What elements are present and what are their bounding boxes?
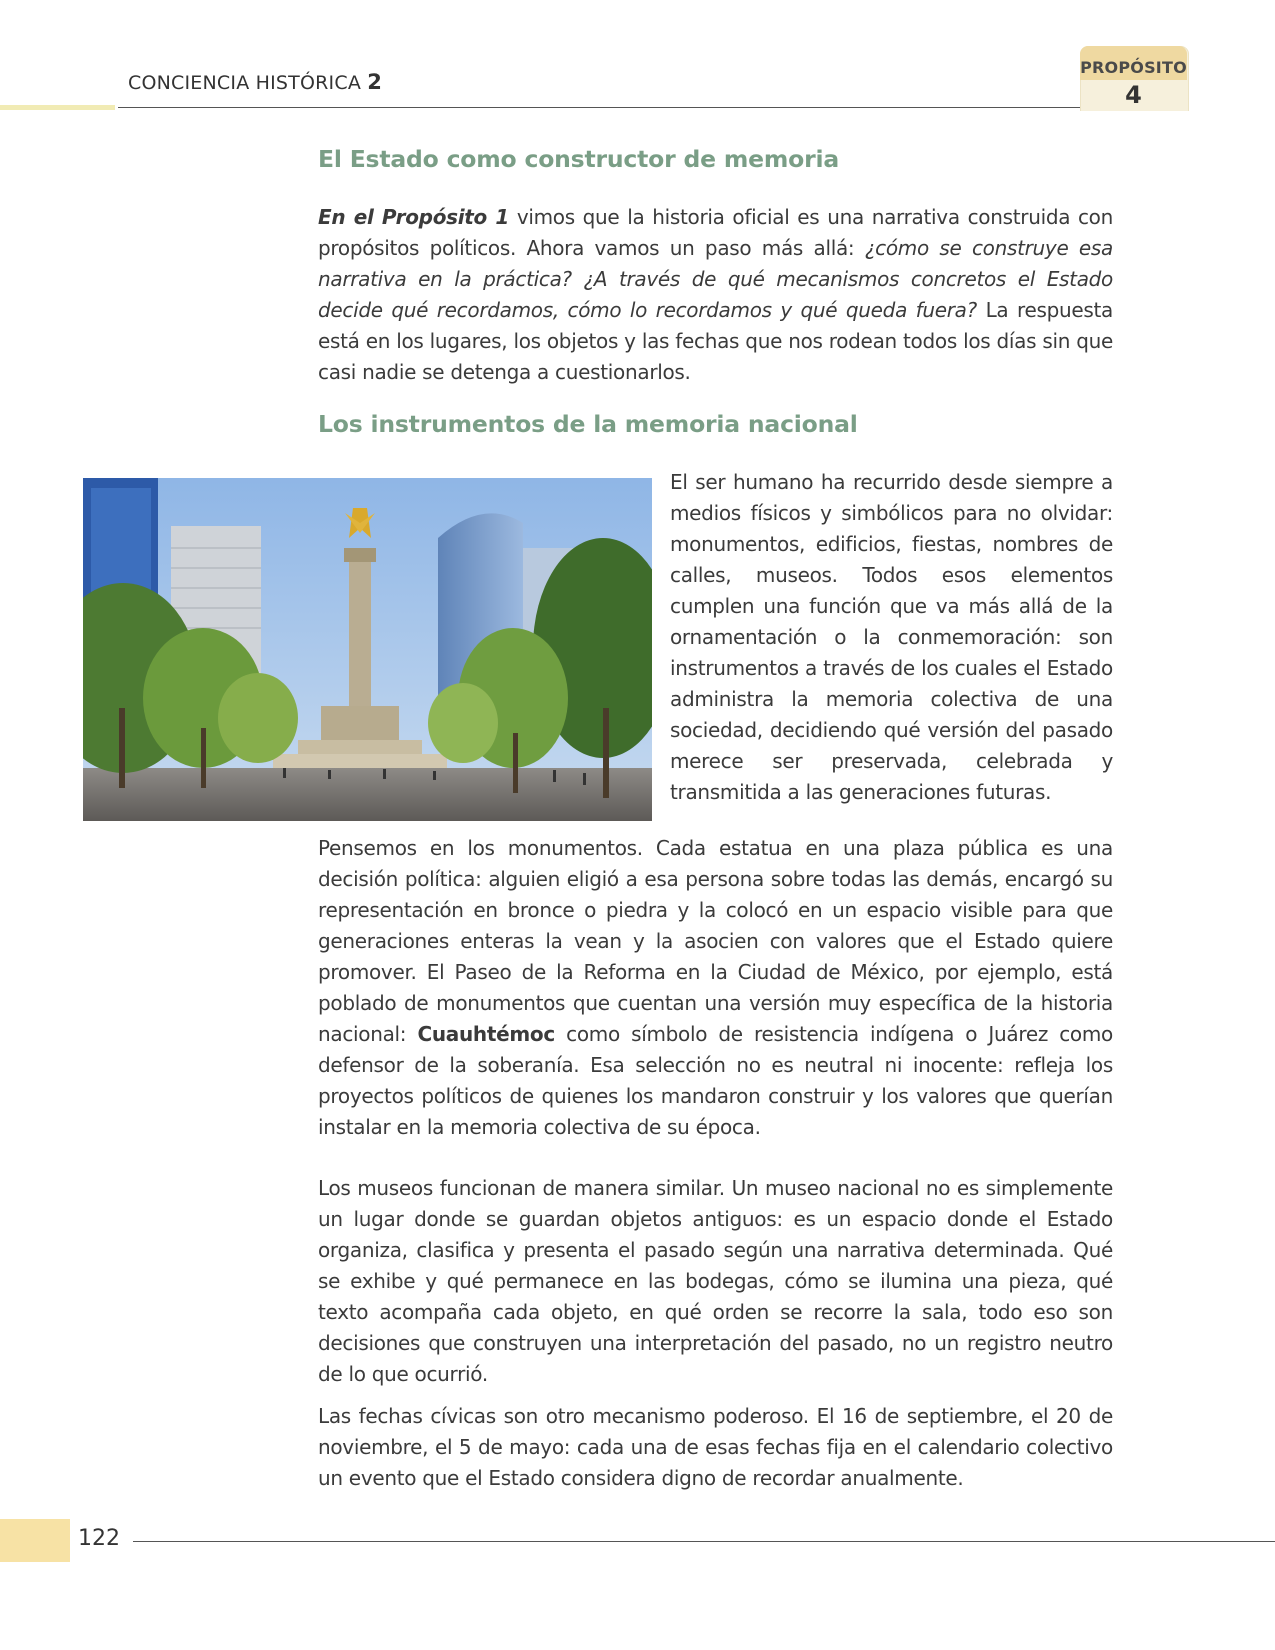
intro-questions: ¿cómo se construye esa narrativa en la práctica? ¿A través de qué mecanismos concretos el Estado decide qué recordamos, cómo lo recordamos y qué queda fuera?: [318, 236, 1114, 322]
monuments-text-a: Pensemos en los monumentos. Cada estatua en una plaza pública es una decisión política: alguien eligió a esa persona sobre todas las demás, encargó su representación en bronce o piedra y la colocó en un espacio visible para que generaciones enteras la vean y la asocien con valores que el Estado quiere promover. El Paseo de la Reforma en la Ciudad de México, por ejemplo, está poblado de monumentos que cuentan una versión muy específica de la historia nacional:: [318, 836, 1113, 1046]
angel-independencia-photo: [83, 478, 652, 821]
paragraph-instruments-intro: El ser humano ha recurrido desde siempre a medios físicos y simbólicos para no olvidar: monumentos, edificios, fiestas, nombres de calles, museos. Todos esos elementos cumplen una función que va más allá de la ornamentación o la conmemoración: son instrumentos a través de los cuales el Estado administra la memoria colectiva de una sociedad, decidiendo qué versión del pasado merece ser preservada, celebrada y transmitida a las generaciones futuras.: [670, 470, 1113, 804]
paragraph-intro: [318, 202, 1113, 388]
intro-text-b: La respuesta está en los lugares, los objetos y las fechas que nos rodean todos los días sin que casi nadie se detenga a cuestionarlos.: [318, 298, 1113, 384]
footer-accent-box: [0, 1519, 70, 1562]
header-rule: [118, 107, 1080, 108]
proposito-tab-label: PROPÓSITO: [1080, 58, 1187, 77]
header-accent-bar: [0, 105, 115, 110]
book-number: 2: [367, 70, 383, 94]
monuments-text-b: como símbolo de resistencia indígena o Juárez como defensor de la soberanía. Esa selección no es neutral ni inocente: refleja los proyectos políticos de quienes los mandaron construir y los valores que querían instalar en la memoria colectiva de su época.: [318, 1022, 1113, 1139]
paragraph-museums: Los museos funcionan de manera similar. Un museo nacional no es simplemente un lugar donde se guardan objetos antiguos: es un espacio donde el Estado organiza, clasifica y presenta el pasado según una narrativa determinada. Qué se exhibe y qué permanece en las bodegas, cómo se ilumina una pieza, qué texto acompaña cada objeto, en qué orden se recorre la sala, todo eso son decisiones que construyen una interpretación del pasado, no un registro neutro de lo que ocurrió.: [318, 1176, 1113, 1386]
section-heading-estado-memoria: El Estado como constructor de memoria: [318, 145, 839, 173]
lead-reference: En el Propósito 1: [318, 205, 510, 229]
paragraph-monuments: [318, 833, 1113, 1143]
cuauhtemoc-term: Cuauhtémoc: [417, 1022, 555, 1046]
page-number: 122: [78, 1526, 120, 1551]
proposito-tab-number: 4: [1125, 81, 1142, 109]
section-heading-instrumentos: Los instrumentos de la memoria nacional: [318, 410, 858, 438]
paragraph-civic-dates: Las fechas cívicas son otro mecanismo poderoso. El 16 de septiembre, el 20 de noviembre, el 5 de mayo: cada una de esas fechas fija en el calendario colectivo un evento que el Estado considera digno de recordar anualmente.: [318, 1404, 1113, 1490]
footer-rule: [133, 1541, 1275, 1542]
intro-text-a: vimos que la historia oficial es una narrativa construida con propósitos políticos. Ahora vamos un paso más allá:: [318, 205, 1113, 260]
book-title: CONCIENCIA HISTÓRICA 2: [128, 70, 383, 94]
